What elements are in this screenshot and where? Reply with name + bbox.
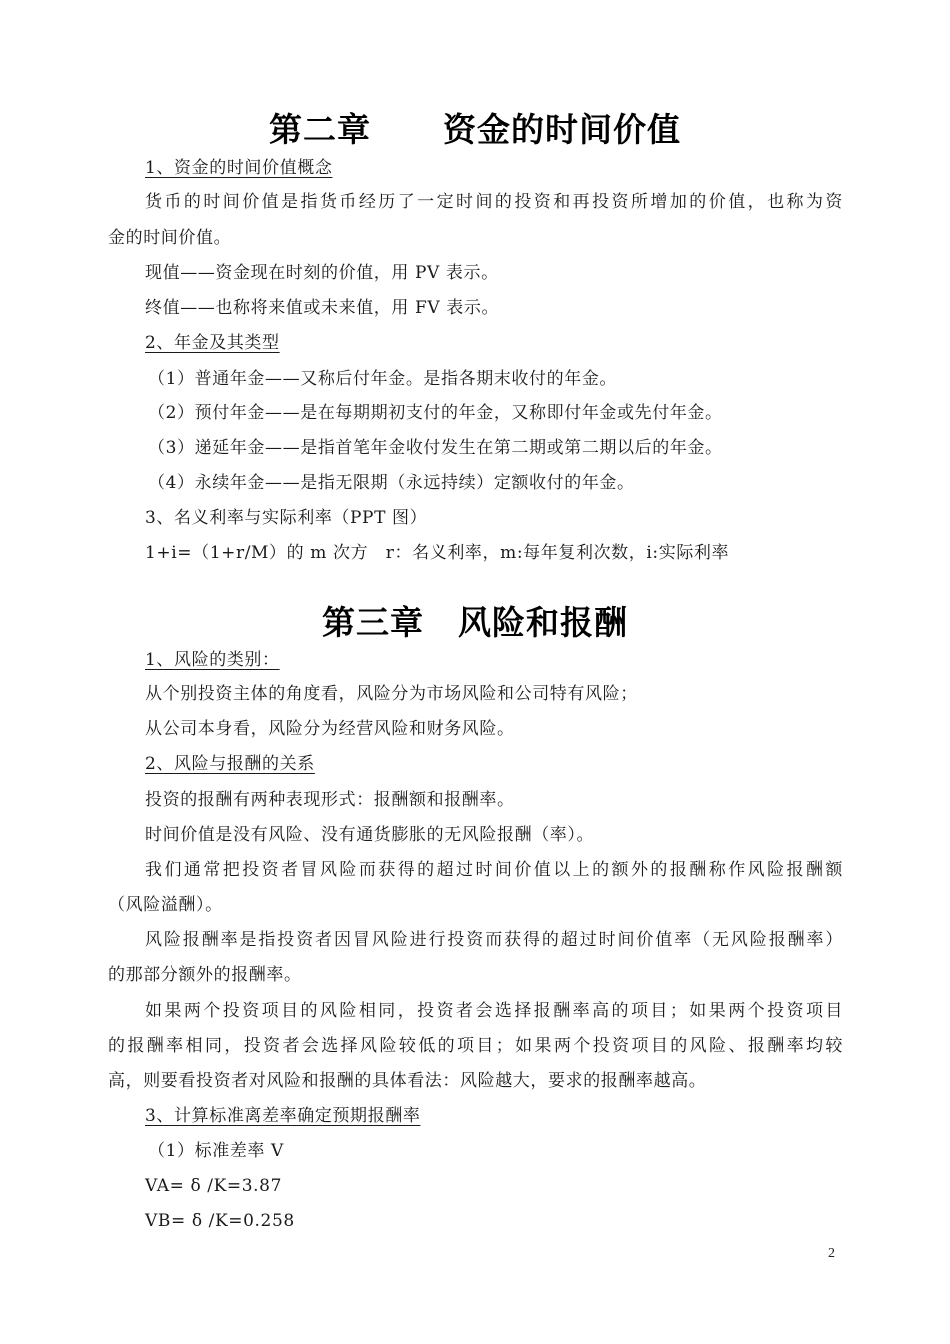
formula-line: VB= δ /K=0.258 [145,1211,295,1231]
paragraph-line: 我们通常把投资者冒风险而获得的超过时间价值以上的额外的报酬称作风险报酬额 [145,860,843,880]
paragraph-line: 如果两个投资项目的风险相同，投资者会选择报酬率高的项目；如果两个投资项目 [145,1001,843,1021]
formula-line: VA= δ /K=3.87 [145,1176,283,1196]
paragraph-line: （风险溢酬）。 [108,895,223,915]
section-heading: 2、年金及其类型 [145,333,280,353]
paragraph-line: 风险报酬率是指投资者因冒风险进行投资而获得的超过时间价值率（无风险报酬率） [145,930,843,950]
section-heading: 2、风险与报酬的关系 [145,754,315,774]
chapter-2-number: 第二章 [269,110,371,149]
list-item: （4）永续年金——是指无限期（永远持续）定额收付的年金。 [148,473,635,493]
section-heading: 3、名义利率与实际利率（PPT 图） [145,508,428,528]
paragraph-line: 高，则要看投资者对风险和报酬的具体看法：风险越大，要求的报酬率越高。 [108,1071,707,1091]
section-heading: 3、计算标准离差率确定预期报酬率 [145,1106,421,1126]
paragraph-line: 货币的时间价值是指货币经历了一定时间的投资和再投资所增加的价值，也称为资 [145,192,843,212]
paragraph-line: 投资的报酬有两种表现形式：报酬额和报酬率。 [145,790,515,810]
page-number: 2 [828,1246,835,1261]
paragraph-line: 现值——资金现在时刻的价值，用 PV 表示。 [145,263,499,283]
paragraph-line: 终值——也称将来值或未来值，用 FV 表示。 [145,298,500,318]
chapter-3-number: 第三章 [322,603,424,642]
paragraph-line: 金的时间价值。 [108,228,232,248]
list-item: （1）标准差率 V [148,1141,284,1161]
paragraph-line: 的报酬率相同，投资者会选择风险较低的项目；如果两个投资项目的风险、报酬率均较 [108,1036,843,1056]
paragraph-line: 从公司本身看，风险分为经营风险和财务风险。 [145,719,515,739]
paragraph-line: 的那部分额外的报酬率。 [108,965,302,985]
section-heading: 1、资金的时间价值概念 [145,158,333,178]
chapter-2-name: 资金的时间价值 [443,110,681,149]
section-heading: 1、风险的类别： [145,650,280,670]
list-item: （2）预付年金——是在每期期初支付的年金，又称即付年金或先付年金。 [148,403,723,423]
list-item: （1）普通年金——又称后付年金。是指各期末收付的年金。 [148,369,618,389]
formula-line: 1+i=（1+r/M）的 m 次方 r：名义利率，m:每年复利次数，i:实际利率 [145,543,730,563]
chapter-3-name: 风险和报酬 [458,603,628,642]
chapter-3-title [0,597,950,644]
list-item: （3）递延年金——是指首笔年金收付发生在第二期或第二期以后的年金。 [148,438,723,458]
paragraph-line: 时间价值是没有风险、没有通货膨胀的无风险报酬（率）。 [145,825,595,845]
chapter-2-title [0,104,950,151]
paragraph-line: 从个别投资主体的角度看，风险分为市场风险和公司特有风险； [145,684,638,704]
